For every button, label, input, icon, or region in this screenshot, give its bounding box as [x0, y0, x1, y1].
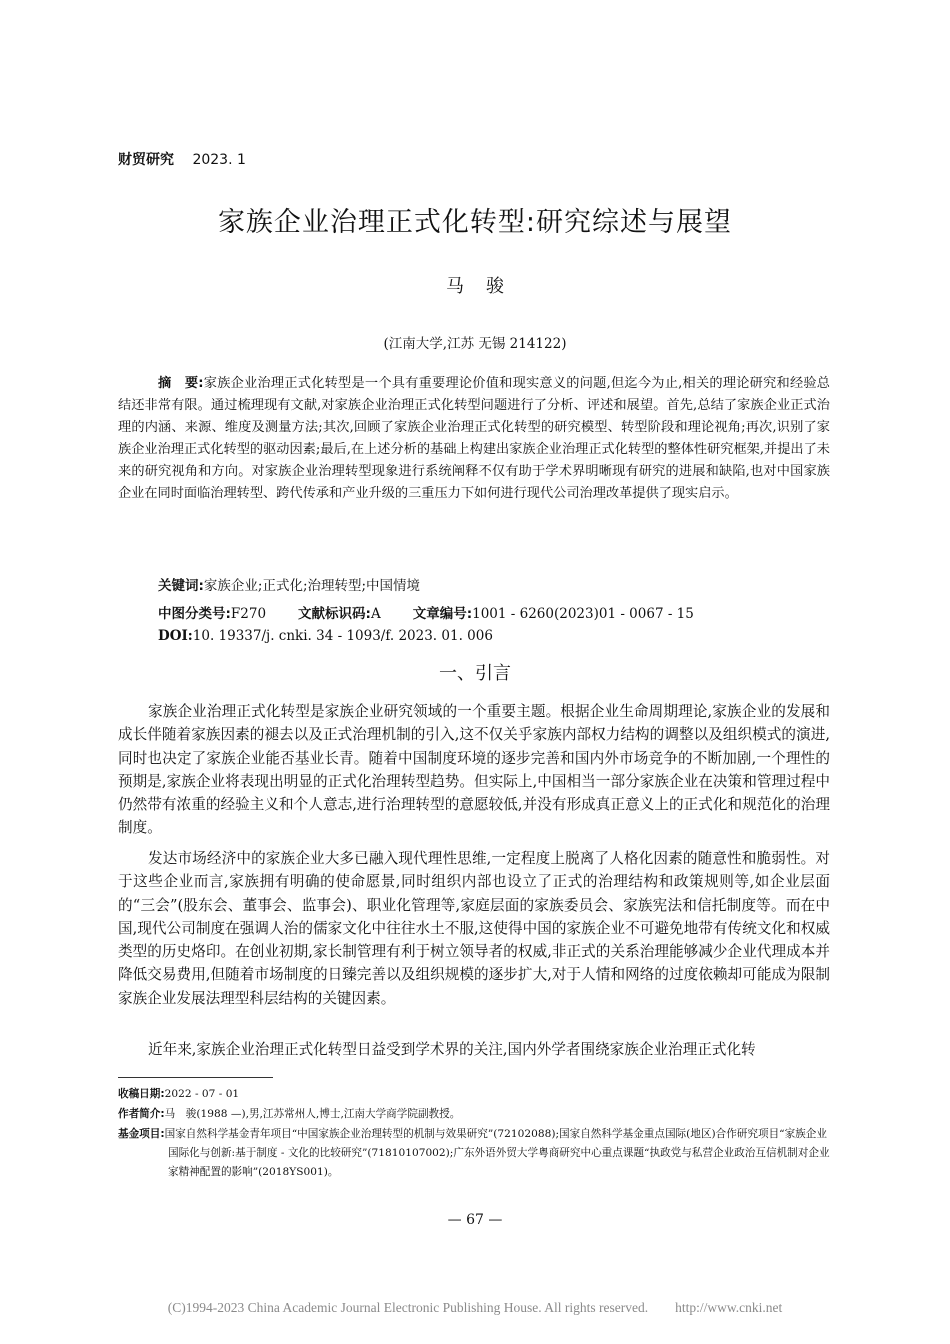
- body-paragraph: 家族企业治理正式化转型是家族企业研究领域的一个重要主题。根据企业生命周期理论,家族企业的发展和成长伴随着家族因素的褪去以及正式治理机制的引入,这不仅关乎家族内部权力结构的调整以及组织模式的演进,同时也决定了家族企业能否基业长青。随着中国制度环境的逐步完善和国内外市场竞争的不断加剧,一个理性的预期是,家族企业将表现出明显的正式化治理转型趋势。但实际上,中国相当一部分家族企业在决策和管理过程中仍然带有浓重的经验主义和个人意志,进行治理转型的意愿较低,并没有形成真正意义上的正式化和规范化的治理制度。: [118, 703, 830, 837]
- abstract-label: 摘 要:: [158, 376, 204, 391]
- article-number-label: 文章编号:: [412, 606, 473, 622]
- journal-header: [118, 149, 246, 169]
- keywords-label: 关键词:: [158, 578, 204, 594]
- author-bio-value: 马 骏(1988 —),男,江苏常州人,博士,江南大学商学院副教授。: [164, 1108, 461, 1120]
- page-number: — 67 —: [447, 1212, 503, 1228]
- keywords-text: 家族企业;正式化;治理转型;中国情境: [203, 578, 421, 594]
- journal-issue: 2023. 1: [192, 152, 246, 168]
- abstract: [118, 373, 830, 506]
- copyright-notice: (C)1994-2023 China Academic Journal Electronic Publishing House. All rights reserved. http://www.cnki.net: [167, 1300, 783, 1315]
- footnote-author: [118, 1105, 830, 1124]
- author-bio-label: 作者简介:: [118, 1108, 165, 1120]
- doc-code-label: 文献标识码:: [298, 606, 371, 622]
- article-number-value: 1001 - 6260(2023)01 - 0067 - 15: [472, 606, 694, 622]
- received-value: 2022 - 07 - 01: [164, 1088, 240, 1100]
- footnote-divider: [118, 1077, 273, 1078]
- doi-label: DOI:: [158, 628, 193, 644]
- section-title: 一、引言: [439, 663, 511, 684]
- received-label: 收稿日期:: [118, 1088, 165, 1100]
- author-affiliation: (江南大学,江苏 无锡 214122): [383, 336, 567, 352]
- footnote-fund: [118, 1125, 830, 1182]
- doi-line: [158, 628, 493, 644]
- journal-name: 财贸研究: [118, 152, 174, 168]
- classification-line: [158, 602, 694, 622]
- abstract-text: 家族企业治理正式化转型是一个具有重要理论价值和现实意义的问题,但迄今为止,相关的理论研究和经验总结还非常有限。通过梳理现有文献,对家族企业治理正式化转型问题进行了分析、评述和展望。首先,总结了家族企业正式治理的内涵、来源、维度及测量方法;其次,回顾了家族企业治理正式化转型的研究模型、转型阶段和理论视角;再次,识别了家族企业治理正式化转型的驱动因素;最后,在上述分析的基础上构建出家族企业治理正式化转型的整体性研究框架,并提出了未来的研究视角和方向。对家族企业治理转型现象进行系统阐释不仅有助于学术界明晰现有研究的进展和缺陷,也对中国家族企业在同时面临治理转型、跨代传承和产业升级的三重压力下如何进行现代公司治理改革提供了现实启示。: [118, 376, 830, 502]
- fund-label: 基金项目:: [118, 1128, 165, 1140]
- body-paragraph: 发达市场经济中的家族企业大多已融入现代理性思维,一定程度上脱离了人格化因素的随意性和脆弱性。对于这些企业而言,家族拥有明确的使命愿景,同时组织内部也设立了正式的治理结构和政策规则等,如企业层面的“三会”(股东会、董事会、监事会)、职业化管理等,家庭层面的家族委员会、家族宪法和信托制度等。而在中国,现代公司制度在强调人治的儒家文化中往往水土不服,这使得中国的家族企业不可避免地带有传统文化和权威类型的历史烙印。在创业初期,家长制管理有利于树立领导者的权威,非正式的关系治理能够减少企业代理成本并降低交易费用,但随着市场制度的日臻完善以及组织规模的逐步扩大,对于人情和网络的过度依赖却可能成为限制家族企业发展法理型科层结构的关键因素。: [118, 850, 830, 1007]
- article-author: 马骏: [446, 276, 526, 297]
- doc-code-value: A: [370, 606, 381, 622]
- body-paragraph: 近年来,家族企业治理正式化转型日益受到学术界的关注,国内外学者围绕家族企业治理正式化转: [148, 1041, 756, 1058]
- fund-value: 国家自然科学基金青年项目“中国家族企业治理转型的机制与效果研究”(72102088);国家自然科学基金重点国际(地区)合作研究项目“家族企业国际化与创新:基于制度 - 文化的比较研究”(71810107002);广东外语外贸大学粤商研究中心重点课题“执政党与私营企业政治互信机制对企业家精神配置的影响”(2018YS001)。: [164, 1128, 830, 1178]
- clc-value: F270: [230, 606, 267, 622]
- article-title: 家族企业治理正式化转型:研究综述与展望: [217, 207, 733, 238]
- doi-value: 10. 19337/j. cnki. 34 - 1093/f. 2023. 01. 006: [192, 628, 493, 644]
- keywords: [158, 574, 420, 594]
- clc-label: 中图分类号:: [158, 606, 231, 622]
- footnote-received: [118, 1085, 830, 1104]
